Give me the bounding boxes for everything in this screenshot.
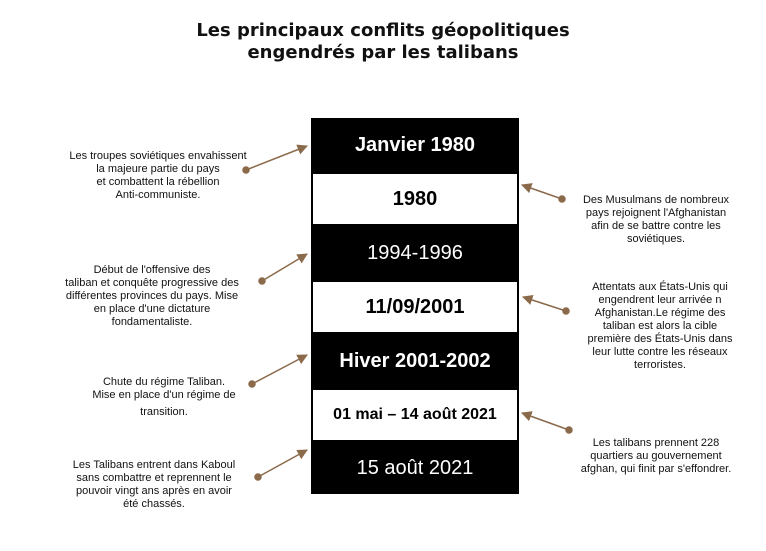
arrow-dot — [563, 308, 569, 314]
note-line: quartiers au gouvernement — [590, 450, 722, 462]
arrow-left-2 — [262, 254, 307, 281]
arrow-right-2 — [523, 297, 566, 311]
timeline-label: 15 août 2021 — [356, 456, 474, 479]
note-line: sans combattre et reprennent le — [76, 472, 232, 484]
note-line: afin de se battre contre les — [591, 220, 721, 232]
note-line: et combattent la rébellion — [96, 176, 220, 188]
note-line: fondamentaliste. — [111, 316, 193, 328]
arrow-right-3 — [522, 413, 569, 430]
note-line: Mise en place d'un régime de — [92, 389, 236, 401]
note-line: soviétiques. — [626, 233, 686, 245]
note-line: afghan, qui finit par s'effondrer. — [580, 463, 732, 475]
arrow-dot — [259, 278, 265, 284]
title-line-1: Les principaux conflits géopolitiques — [196, 20, 570, 41]
note-line: la majeure partie du pays — [96, 163, 220, 175]
arrow-dot — [243, 167, 249, 173]
title-line-2: engendrés par les talibans — [247, 42, 519, 63]
note-line: Des Musulmans de nombreux — [582, 194, 730, 206]
note-line: taliban est alors la cible — [602, 320, 718, 332]
timeline-label: 11/09/2001 — [365, 295, 465, 318]
arrow-right-1 — [522, 185, 562, 199]
note-line: Les Talibans entrent dans Kaboul — [72, 459, 236, 471]
note-line: en place d'une dictature — [93, 303, 211, 315]
note-line: engendrent leur arrivée n — [598, 294, 722, 306]
note-line: Anti-communiste. — [115, 189, 201, 201]
arrow-dot — [255, 474, 261, 480]
note-line: différentes provinces du pays. Mise — [65, 290, 239, 302]
note-line: Les troupes soviétiques envahissent — [69, 150, 247, 162]
note-line: Les talibans prennent 228 — [592, 437, 720, 449]
timeline-label: 1994-1996 — [367, 241, 463, 264]
timeline-label: Janvier 1980 — [354, 133, 476, 156]
note-line: pays rejoignent l'Afghanistan — [585, 207, 727, 219]
note-line: première des États-Unis dans — [587, 333, 733, 345]
note-line: pouvoir vingt ans après en avoir — [76, 485, 232, 497]
note-line: Début de l'offensive des — [93, 264, 211, 276]
note-line: été chassés. — [123, 498, 185, 510]
note-line: transition. — [140, 406, 188, 418]
note-line: Attentats aux États-Unis qui — [592, 281, 728, 293]
arrow-left-3 — [252, 355, 307, 384]
note-line: Chute du régime Taliban. — [102, 376, 226, 388]
timeline-label: Hiver 2001-2002 — [339, 349, 491, 372]
arrow-left-4 — [258, 450, 307, 477]
note-line: taliban et conquête progressive des — [65, 277, 239, 289]
arrow-dot — [249, 381, 255, 387]
arrow-dot — [559, 196, 565, 202]
note-line: terroristes. — [634, 359, 686, 371]
timeline-label: 01 mai – 14 août 2021 — [333, 406, 497, 423]
arrow-dot — [566, 427, 572, 433]
note-line: Afghanistan.Le régime des — [594, 307, 726, 319]
note-line: leur lutte contre les réseaux — [592, 346, 728, 358]
timeline-label: 1980 — [392, 187, 438, 210]
arrow-left-1 — [246, 146, 307, 170]
